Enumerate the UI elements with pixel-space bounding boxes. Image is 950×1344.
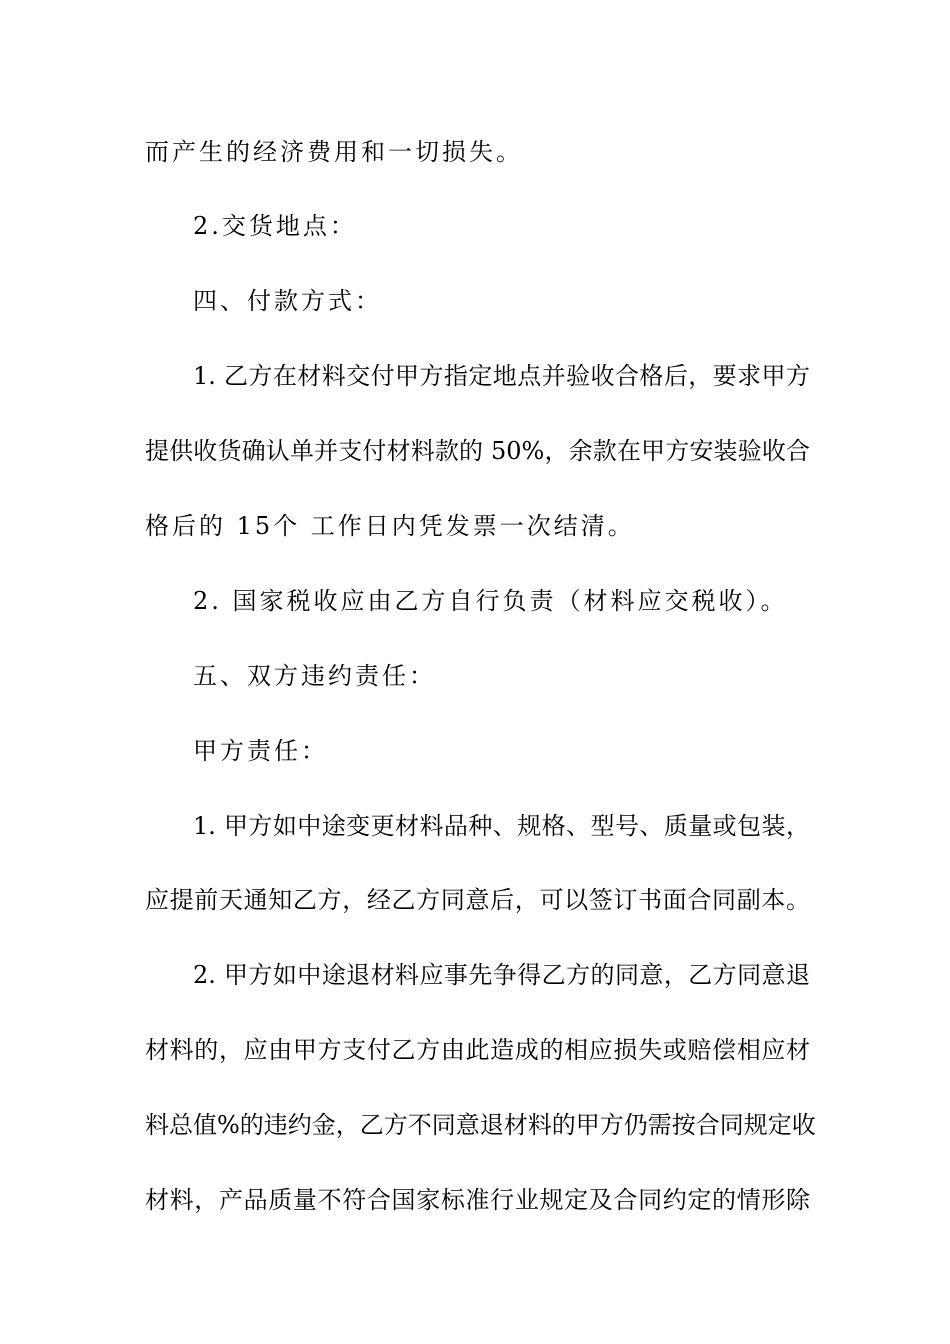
paragraph-line: 1. 乙方在材料交付甲方指定地点并验收合格后，要求甲方 [193, 362, 810, 390]
paragraph-line: 提供收货确认单并支付材料款的 50%，余款在甲方安装验收合 [145, 437, 810, 465]
subheading: 甲方责任： [193, 737, 328, 765]
paragraph-line: 2. 国家税收应由乙方自行负责（材料应交税收）。 [193, 587, 788, 615]
paragraph-line: 1. 甲方如中途变更材料品种、规格、型号、质量或包装， [193, 812, 810, 840]
paragraph-line: 料总值%的违约金，乙方不同意退材料的甲方仍需按合同规定收 [145, 1111, 816, 1139]
paragraph-line: 2.交货地点： [193, 212, 357, 240]
paragraph-line: 应提前天通知乙方，经乙方同意后，可以签订书面合同副本。 [145, 886, 810, 914]
section-heading: 五、双方违约责任： [193, 662, 436, 690]
paragraph-line: 材料的，应由甲方支付乙方由此造成的相应损失或赔偿相应材 [145, 1036, 810, 1064]
paragraph-line: 2. 甲方如中途退材料应事先争得乙方的同意，乙方同意退 [193, 961, 810, 989]
paragraph-line: 格后的 15个 工作日内凭发票一次结清。 [145, 512, 635, 540]
paragraph-line: 材料，产品质量不符合国家标准行业规定及合同约定的情形除 [145, 1186, 810, 1214]
section-heading: 四、付款方式： [193, 287, 382, 315]
paragraph-line: 而产生的经济费用和一切损失。 [145, 138, 523, 166]
